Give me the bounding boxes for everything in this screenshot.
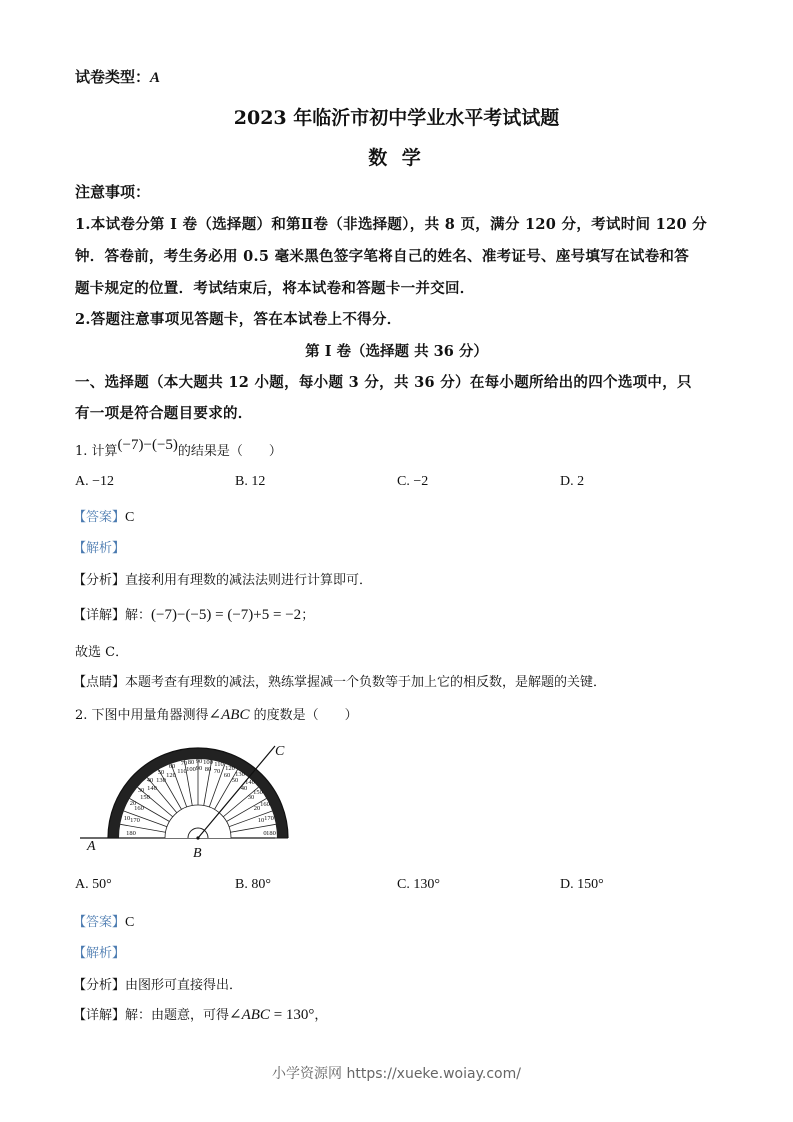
svg-text:50: 50 bbox=[231, 777, 239, 784]
detail-label: 【详解】 bbox=[73, 1008, 126, 1023]
q1-dianjing bbox=[73, 671, 606, 690]
q2-option-c: C. 130° bbox=[397, 877, 440, 892]
svg-text:40: 40 bbox=[146, 777, 154, 784]
q1-option-d: D. 2 bbox=[560, 474, 585, 489]
svg-text:60: 60 bbox=[223, 772, 231, 779]
svg-text:0: 0 bbox=[263, 830, 267, 837]
section-instructions-1: 一、选择题（本大题共 12 小题，每小题 3 分，共 36 分）在每小题所给出的四个选项中，只 bbox=[75, 374, 692, 391]
svg-text:80: 80 bbox=[187, 759, 195, 766]
angle-name: ABC bbox=[221, 707, 250, 723]
q1-option-b: B. 12 bbox=[235, 474, 266, 489]
svg-text:70: 70 bbox=[213, 768, 221, 775]
protractor-figure bbox=[75, 740, 295, 865]
q2-option-d: D. 150° bbox=[560, 877, 604, 892]
svg-text:140: 140 bbox=[147, 785, 157, 792]
svg-text:10: 10 bbox=[123, 815, 131, 822]
dianjing-label: 【点睛】 bbox=[73, 675, 126, 690]
detail-math-value: = 130° bbox=[269, 1007, 315, 1023]
footer-watermark: 小学资源网 https://xueke.woiay.com/ bbox=[272, 1066, 521, 1082]
q1-option-c: C. −2 bbox=[397, 474, 429, 489]
question-2-prefix: 2. 下图中用量角器测得 bbox=[75, 708, 209, 723]
q2-detail bbox=[73, 1004, 327, 1024]
svg-text:40: 40 bbox=[240, 785, 248, 792]
svg-text:20: 20 bbox=[253, 805, 261, 812]
notice-line-4: 2.答题注意事项见答题卡，答在本试卷上不得分． bbox=[75, 311, 402, 328]
svg-text:80: 80 bbox=[204, 766, 212, 773]
svg-text:90: 90 bbox=[195, 765, 203, 772]
fenxi-text: 由图形可直接得出． bbox=[125, 978, 243, 993]
detail-label: 【详解】 bbox=[73, 608, 126, 623]
svg-text:170: 170 bbox=[130, 817, 140, 824]
q2-option-b: B. 80° bbox=[235, 877, 271, 892]
svg-text:50: 50 bbox=[157, 769, 165, 776]
svg-text:70: 70 bbox=[180, 760, 188, 767]
notice-heading: 注意事项： bbox=[75, 183, 151, 201]
section-instructions-2: 有一项是符合题目要求的． bbox=[75, 405, 253, 422]
svg-text:150: 150 bbox=[140, 794, 150, 801]
svg-text:130: 130 bbox=[156, 777, 166, 784]
q1-option-a: A. −12 bbox=[75, 474, 115, 489]
page-title: 2023 年临沂市初中学业水平考试试题 bbox=[233, 107, 560, 129]
svg-text:100: 100 bbox=[203, 759, 213, 766]
angle-symbol: ∠ bbox=[208, 707, 222, 723]
svg-text:110: 110 bbox=[177, 768, 187, 775]
q1-conclusion: 故选 C． bbox=[75, 645, 129, 660]
fenxi-label: 【分析】 bbox=[73, 978, 126, 993]
svg-text:10: 10 bbox=[257, 817, 265, 824]
point-label-b: B bbox=[193, 846, 202, 861]
notice-line-2: 钟．答卷前，考生务必用 0.5 毫米黑色签字笔将自己的姓名、准考证号、座号填写在试卷和答 bbox=[75, 248, 690, 265]
svg-text:180: 180 bbox=[126, 830, 136, 837]
answer-value: C bbox=[125, 510, 135, 525]
svg-text:130: 130 bbox=[235, 771, 245, 778]
notice-line-3: 题卡规定的位置．考试结束后，将本试卷和答题卡一并交回． bbox=[75, 280, 475, 297]
subject-title: 数 学 bbox=[368, 147, 425, 169]
question-2 bbox=[75, 704, 358, 724]
svg-text:110: 110 bbox=[214, 761, 224, 768]
answer-label: 【答案】 bbox=[73, 510, 126, 525]
paper-type-value: A bbox=[150, 70, 161, 86]
answer-value: C bbox=[125, 915, 135, 930]
notice-line-1: 1.本试卷分第 I 卷（选择题）和第Ⅱ卷（非选择题），共 8 页，满分 120 分，考试时间 120 分 bbox=[75, 216, 707, 233]
svg-text:150: 150 bbox=[253, 789, 263, 796]
q2-fenxi bbox=[73, 974, 242, 993]
question-1 bbox=[75, 437, 282, 460]
svg-text:30: 30 bbox=[247, 794, 255, 801]
svg-text:180: 180 bbox=[266, 830, 276, 837]
q1-answer bbox=[73, 506, 134, 526]
q2-option-a bbox=[75, 877, 112, 893]
detail-prefix: 解：由题意，可得 bbox=[125, 1008, 230, 1023]
q2-option-a-text: A. 50° bbox=[75, 877, 112, 892]
svg-text:90: 90 bbox=[195, 758, 203, 765]
svg-text:20: 20 bbox=[129, 800, 137, 807]
q2-answer bbox=[73, 911, 134, 931]
q1-fenxi bbox=[73, 569, 372, 588]
svg-text:60: 60 bbox=[168, 763, 176, 770]
svg-text:120: 120 bbox=[166, 772, 176, 779]
dianjing-text: 本题考查有理数的减法，熟练掌握减一个负数等于加上它的相反数，是解题的关键． bbox=[125, 675, 607, 690]
question-1-suffix: 的结果是（ ） bbox=[177, 444, 282, 459]
svg-text:120: 120 bbox=[225, 765, 235, 772]
fenxi-label: 【分析】 bbox=[73, 573, 126, 588]
svg-text:160: 160 bbox=[260, 801, 270, 808]
point-label-a: A bbox=[87, 839, 96, 854]
q2-analysis-label: 【解析】 bbox=[73, 946, 126, 961]
detail-suffix: ； bbox=[301, 608, 315, 623]
paper-type-label: 试卷类型： bbox=[75, 68, 151, 86]
answer-label: 【答案】 bbox=[73, 915, 126, 930]
detail-math-angle: ∠ABC bbox=[229, 1007, 270, 1023]
fenxi-text: 直接利用有理数的减法法则进行计算即可． bbox=[125, 573, 373, 588]
detail-math: (−7)−(−5) = (−7)+5 = −2 bbox=[151, 607, 302, 623]
question-2-suffix: 的度数是（ ） bbox=[249, 708, 358, 723]
question-1-expression: (−7)−(−5) bbox=[117, 437, 178, 453]
svg-text:30: 30 bbox=[137, 787, 145, 794]
detail-suffix: ， bbox=[314, 1008, 328, 1023]
svg-text:160: 160 bbox=[134, 805, 144, 812]
section-heading: 第 I 卷（选择题 共 36 分） bbox=[305, 343, 488, 360]
svg-text:170: 170 bbox=[264, 815, 274, 822]
protractor-icon bbox=[75, 740, 295, 865]
point-label-c: C bbox=[275, 744, 285, 759]
svg-text:100: 100 bbox=[186, 766, 196, 773]
question-1-prefix: 1. 计算 bbox=[75, 444, 118, 459]
paper-type bbox=[75, 66, 160, 87]
q1-analysis-label: 【解析】 bbox=[73, 541, 126, 556]
q1-detail bbox=[73, 604, 314, 624]
svg-text:140: 140 bbox=[245, 779, 255, 786]
detail-prefix: 解： bbox=[125, 608, 152, 623]
